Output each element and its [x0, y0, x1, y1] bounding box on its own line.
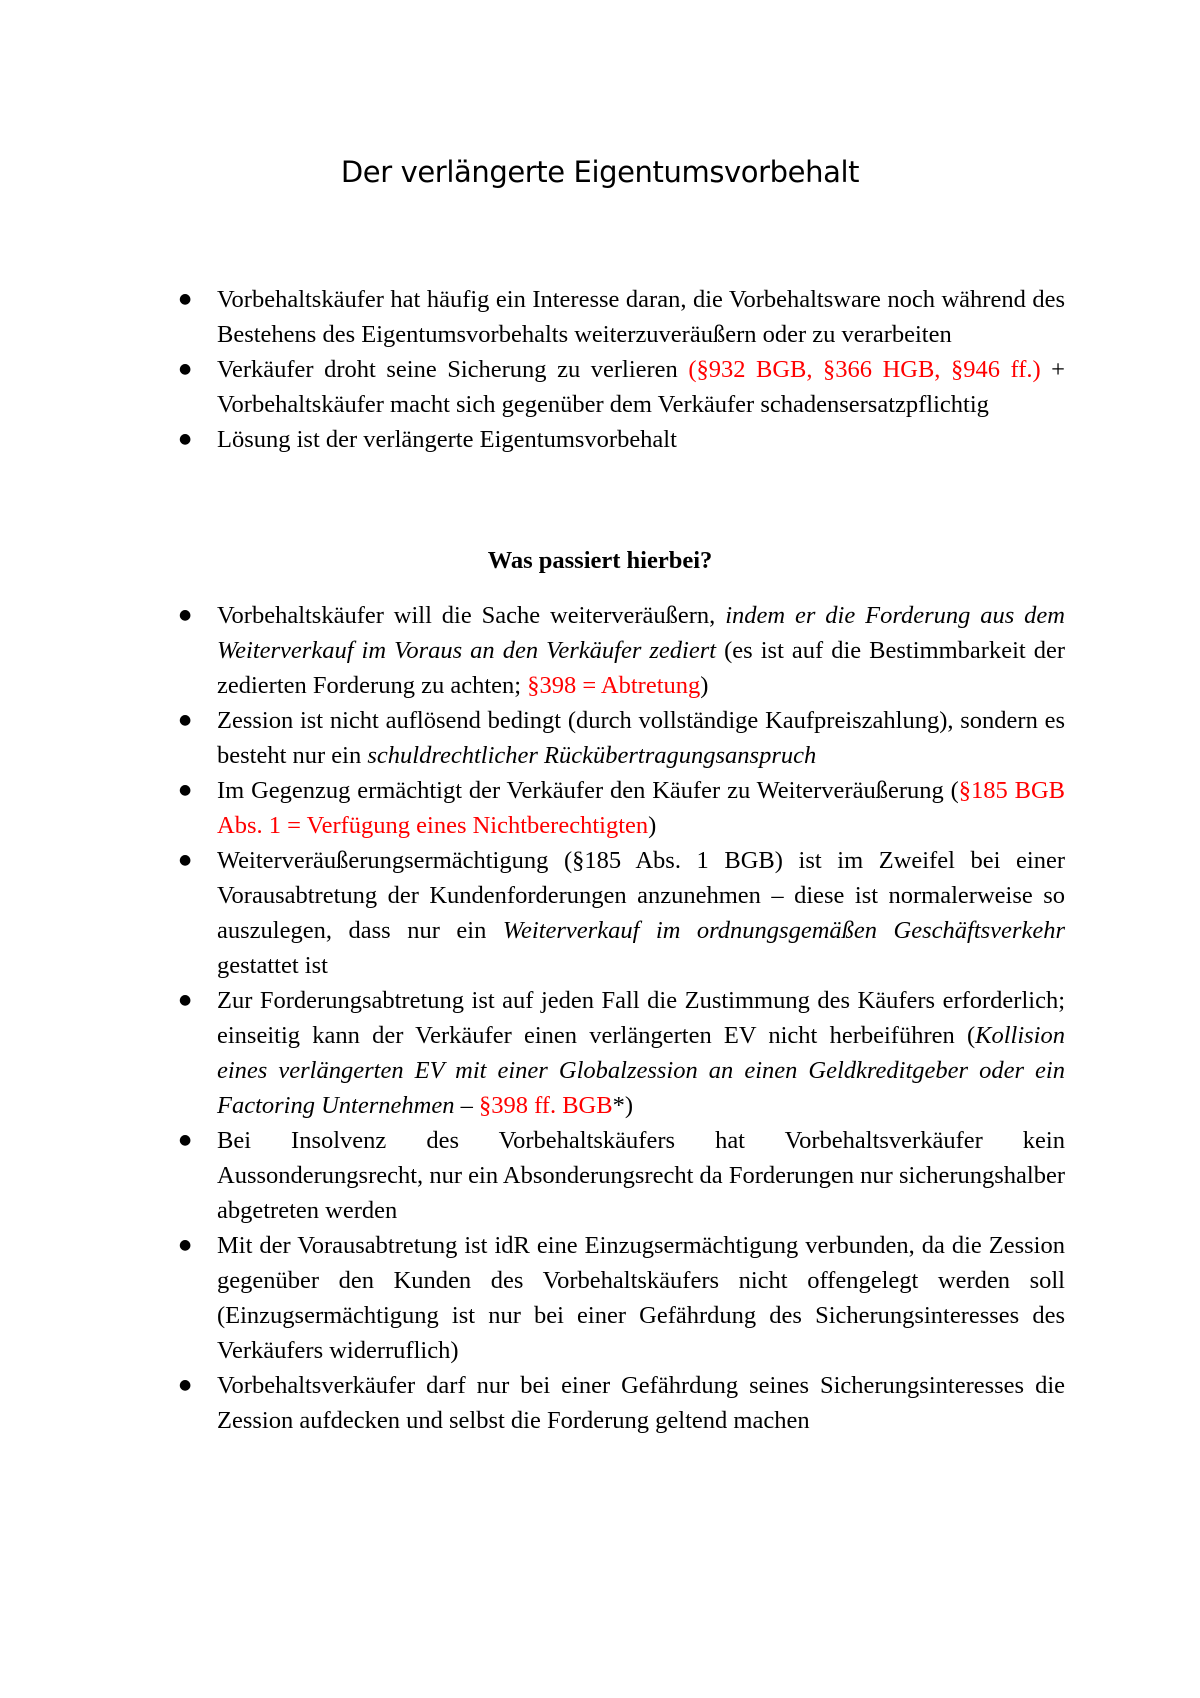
bullet-icon: ● — [179, 852, 192, 868]
legal-reference: §398 ff. BGB — [478, 1092, 613, 1119]
bullet-icon: ● — [179, 1377, 192, 1393]
intro-bullet-list — [0, 282, 1200, 457]
list-item — [179, 1228, 1065, 1368]
item-text: Im Gegenzug ermächtigt der Verkäufer den Käufer zu Weiterveräußerung ( — [217, 777, 959, 804]
italic-text: schuldrechtlicher Rückübertragungsanspruch — [367, 742, 817, 769]
legal-reference: (§932 BGB, §366 HGB, §946 ff.) — [688, 356, 1041, 383]
bullet-icon: ● — [179, 992, 192, 1008]
document-title: Der verlängerte Eigentumsvorbehalt — [340, 155, 860, 189]
list-item — [179, 843, 1066, 983]
item-text: + Vorbehaltskäufer macht sich gegenüber dem Verkäufer schadensersatzpflichtig — [217, 356, 1066, 418]
bullet-icon: ● — [179, 431, 192, 447]
list-item — [179, 703, 1065, 773]
legal-reference: §398 = Abtretung — [527, 672, 701, 699]
italic-text: Weiterverkauf im ordnungsgemäßen Geschäftsverkehr — [502, 917, 1066, 944]
item-text: Lösung ist der verlängerte Eigentumsvorbehalt — [217, 426, 677, 453]
section-heading: Was passiert hierbei? — [487, 547, 713, 574]
item-text: Vorbehaltsverkäufer darf nur bei einer Gefährdung seines Sicherungsinteresses die Zession aufdecken und selbst die Forderung geltend machen — [217, 1372, 1065, 1434]
item-text: Vorbehaltskäufer will die Sache weiterveräußern, — [217, 602, 726, 629]
list-item — [179, 983, 1065, 1123]
item-text: Zur Forderungsabtretung ist auf jeden Fall die Zustimmung des Käufers erforderlich; einseitig kann der Verkäufer einen verlängerten EV nicht herbeiführen ( — [217, 987, 1065, 1049]
bullet-icon: ● — [179, 782, 192, 798]
bullet-icon: ● — [179, 712, 192, 728]
list-item — [179, 773, 1065, 843]
item-text: *) — [612, 1092, 634, 1119]
item-text: gestattet ist — [217, 952, 328, 979]
italic-text: indem er die Forderung aus dem Weiterverkauf im Voraus an den Verkäufer zediert — [217, 602, 1065, 664]
item-text: ) — [648, 812, 657, 839]
item-text: Bei Insolvenz des Vorbehaltskäufers hat Vorbehaltsverkäufer kein Aussonderungsrecht, nur ein Absonderungsrecht da Forderungen nur sicherungshalber abgetreten werden — [217, 1127, 1065, 1224]
bullet-icon: ● — [179, 1237, 192, 1253]
bullet-icon: ● — [179, 607, 192, 623]
item-text: ) — [700, 672, 709, 699]
item-text: Verkäufer droht seine Sicherung zu verlieren — [217, 356, 689, 383]
list-item — [179, 352, 1066, 422]
item-text: (es ist auf die Bestimmbarkeit der zedierten Forderung zu achten; — [217, 637, 1065, 699]
item-text: Zession ist nicht auflösend bedingt (durch vollständige Kaufpreiszahlung), sondern es besteht nur ein — [217, 707, 1065, 769]
list-item — [179, 1368, 1065, 1438]
item-text: Mit der Vorausabtretung ist idR eine Einzugsermächtigung verbunden, da die Zession gegenüber den Kunden des Vorbehaltskäufers nicht offengelegt werden soll (Einzugsermächtigung ist nur bei einer Gefährdung des Sicherungsinteresses des Verkäufers widerruflich) — [217, 1232, 1065, 1364]
list-item — [179, 598, 1065, 703]
list-item — [179, 1123, 1065, 1228]
item-text: Vorbehaltskäufer hat häufig ein Interesse daran, die Vorbehaltsware noch während des Bestehens des Eigentumsvorbehalts weiterzuveräußern oder zu verarbeiten — [217, 286, 1065, 348]
bullet-icon: ● — [179, 291, 192, 307]
details-bullet-list — [0, 598, 1200, 1438]
bullet-icon: ● — [179, 1132, 192, 1148]
list-item — [179, 282, 1065, 352]
bullet-icon: ● — [179, 361, 192, 377]
item-text: Weiterveräußerungsermächtigung (§185 Abs. 1 BGB) ist im Zweifel bei einer Vorausabtretung der Kundenforderungen anzunehmen – diese ist normalerweise so auszulegen, dass nur ein — [217, 847, 1065, 944]
italic-text: Kollision eines verlängerten EV mit einer Globalzession an einen Geldkreditgeber oder ein Factoring Unternehmen – — [217, 1022, 1065, 1119]
list-item — [179, 422, 1065, 457]
legal-reference: §185 BGB Abs. 1 = Verfügung eines Nichtberechtigten — [217, 777, 1065, 839]
